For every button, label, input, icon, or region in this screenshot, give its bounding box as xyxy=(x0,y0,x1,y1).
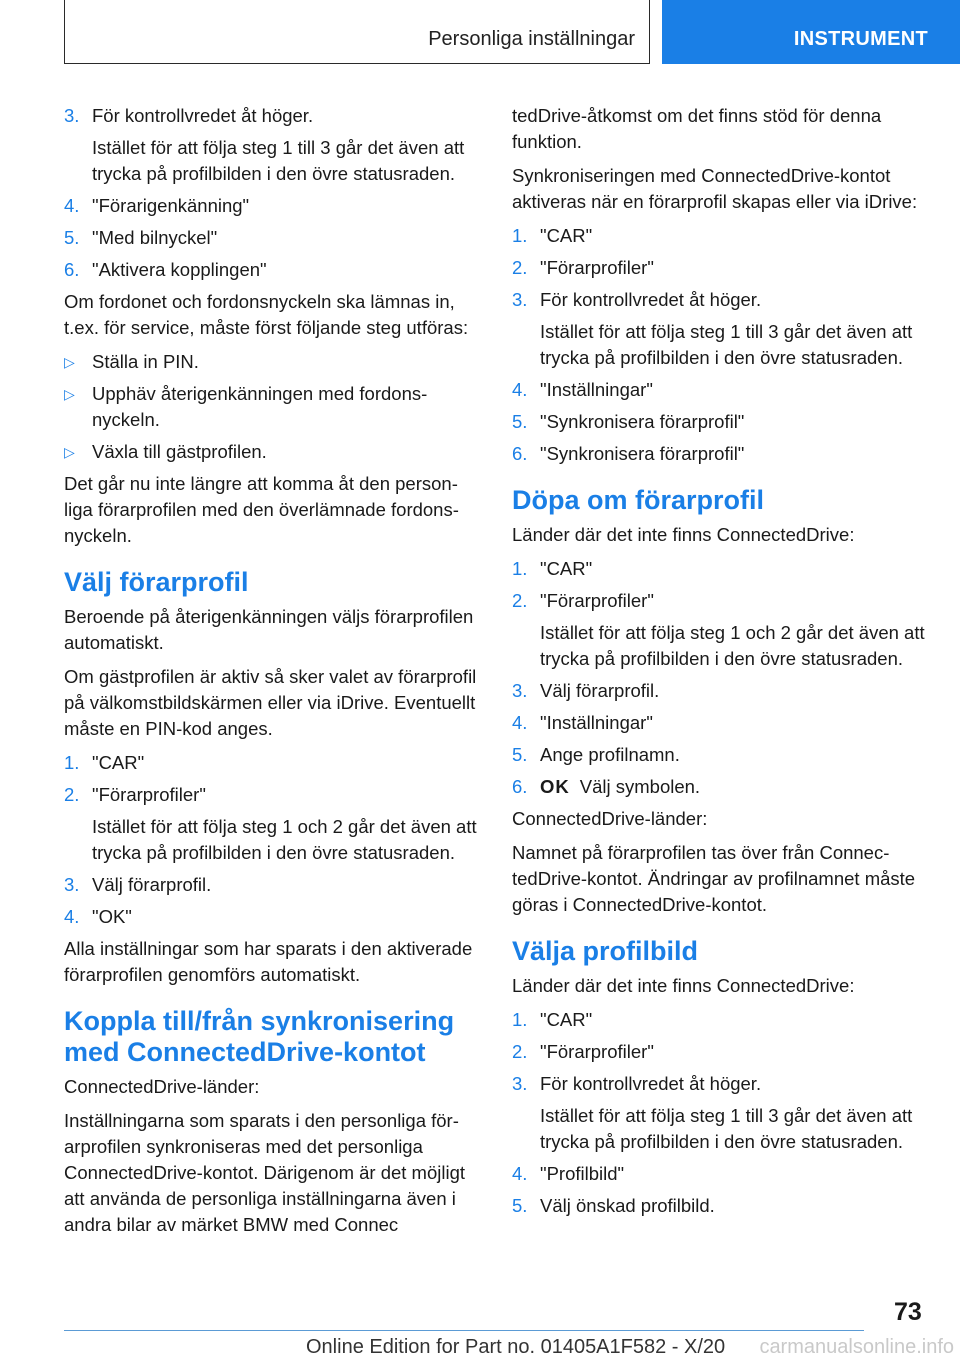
bullet-item: ▷ Växla till gästprofilen. xyxy=(64,439,479,465)
list-item: 4. "Inställningar" xyxy=(512,712,653,733)
step-note: Istället för att följa steg 1 till 3 går det även att trycka på profilbilden i den övre statusraden. xyxy=(540,321,913,368)
list-item: 4. "Förarigenkänning" xyxy=(64,195,250,216)
paragraph: Om gästprofilen är aktiv så sker valet av förarprofil på välkomstbildskärmen eller via iDrive. Eventuellt måste en PIN-kod anges. xyxy=(64,666,477,739)
list-item: 2. "Förarprofiler" xyxy=(512,590,654,611)
heading-valja-profilbild: Välja profilbild xyxy=(512,936,699,966)
header-section-title: Personliga inställningar xyxy=(428,28,635,50)
left-column xyxy=(64,103,479,1246)
list-item: 1. "CAR" xyxy=(512,1009,593,1030)
paragraph-after: Det går nu inte längre att komma åt den personliga förarprofilen med den överlämnade fordonsnyckeln. xyxy=(64,473,459,546)
paragraph: Beroende på återigenkänningen väljs förarprofilen automatiskt. xyxy=(64,606,474,653)
bullet-item: ▷ Ställa in PIN. xyxy=(64,349,479,375)
list-item: 4. "Inställningar" xyxy=(512,379,653,400)
paragraph: ConnectedDrive-länder: xyxy=(64,1076,260,1097)
paragraph: tedDrive-åtkomst om det finns stöd för denna funktion. xyxy=(512,105,882,152)
heading-valj-forarprofil: Välj förarprofil xyxy=(64,567,249,597)
list-item: 4. "Profilbild" xyxy=(512,1163,625,1184)
paragraph: Alla inställningar som har sparats i den aktiverade förarprofilen genomförs automatiskt. xyxy=(64,938,473,985)
bullet-item: ▷ Upphäv återigenkänningen med fordonsnyckeln. xyxy=(64,381,479,433)
triangle-bullet-icon: ▷ xyxy=(64,354,75,370)
footer-divider xyxy=(64,1330,864,1331)
list-item: 4. "OK" xyxy=(64,906,132,927)
paragraph: Namnet på förarprofilen tas över från ConnectedDrive-kontot. Ändringar av profilnamnet måste göras i ConnectedDrive-kontot. xyxy=(512,842,916,915)
paragraph-handover: Om fordonet och fordonsnyckeln ska lämnas in, t.ex. för service, måste först följande steg utföras: xyxy=(64,291,469,338)
step-note: Istället för att följa steg 1 och 2 går det även att trycka på profilbilden i den övre statusraden. xyxy=(92,816,477,863)
list-item: 3. Välj förarprofil. xyxy=(64,874,212,895)
header-section-box xyxy=(64,0,650,64)
list-item: 3. För kontrollvredet åt höger. xyxy=(512,1073,762,1094)
list-item: 5. Välj önskad profilbild. xyxy=(512,1195,715,1216)
list-item: 1. "CAR" xyxy=(64,752,145,773)
paragraph: Länder där det inte finns ConnectedDrive: xyxy=(512,975,855,996)
list-item: 5. "Synkronisera förarprofil" xyxy=(512,411,745,432)
paragraph: Länder där det inte finns ConnectedDrive: xyxy=(512,524,855,545)
list-item: 3. Välj förarprofil. xyxy=(512,680,660,701)
list-item: 2. "Förarprofiler" xyxy=(512,1041,654,1062)
header-chapter-title: INSTRUMENT xyxy=(793,28,928,50)
page-number: 73 xyxy=(894,1298,922,1326)
list-item: 6. OK Välj symbolen. xyxy=(512,774,927,800)
triangle-bullet-icon: ▷ xyxy=(64,386,75,402)
paragraph: Inställningarna som sparats i den personliga förarprofilen synkroniseras med det personliga ConnectedDrive-kontot. Därigenom är det möjligt att använda de personliga inställningarna även i andra bilar av märket BMW med Connec xyxy=(64,1110,466,1235)
list-item: 6. "Synkronisera förarprofil" xyxy=(512,443,745,464)
list-item: 5. Ange profilnamn. xyxy=(512,744,680,765)
list-item: 1. "CAR" xyxy=(512,558,593,579)
right-column xyxy=(512,103,927,1225)
paragraph: Synkroniseringen med ConnectedDrive-kontot aktiveras när en förarprofil skapas eller via iDrive: xyxy=(512,165,918,212)
paragraph: ConnectedDrive-länder: xyxy=(512,808,708,829)
list-item: 2. "Förarprofiler" xyxy=(64,784,206,805)
list-item: 3. För kontrollvredet åt höger. xyxy=(512,289,762,310)
list-item: 6. "Aktivera kopplingen" xyxy=(64,259,267,280)
ok-icon: OK xyxy=(540,776,570,797)
heading-dopa-om-forarprofil: Döpa om förarprofil xyxy=(512,485,765,515)
footer-edition: Online Edition for Part no. 01405A1F582 - X/20 xyxy=(306,1336,726,1358)
list-item: 2. "Förarprofiler" xyxy=(512,257,654,278)
list-item: 1. "CAR" xyxy=(512,225,593,246)
step-note: Istället för att följa steg 1 till 3 går det även att trycka på profilbilden i den övre statusraden. xyxy=(92,137,465,184)
list-item: 5. "Med bilnyckel" xyxy=(64,227,218,248)
header-chapter-tab xyxy=(662,0,960,64)
footer-watermark: carmanualsonline.info xyxy=(759,1336,954,1358)
list-item: 3. För kontrollvredet åt höger. xyxy=(64,105,314,126)
heading-koppla-synkronisering: Koppla till/från synkronisering med ConnectedDrive-kontot xyxy=(64,1006,455,1067)
step-note: Istället för att följa steg 1 till 3 går det även att trycka på profilbilden i den övre statusraden. xyxy=(540,1105,913,1152)
step-note: Istället för att följa steg 1 och 2 går det även att trycka på profilbilden i den övre statusraden. xyxy=(540,622,925,669)
triangle-bullet-icon: ▷ xyxy=(64,444,75,460)
